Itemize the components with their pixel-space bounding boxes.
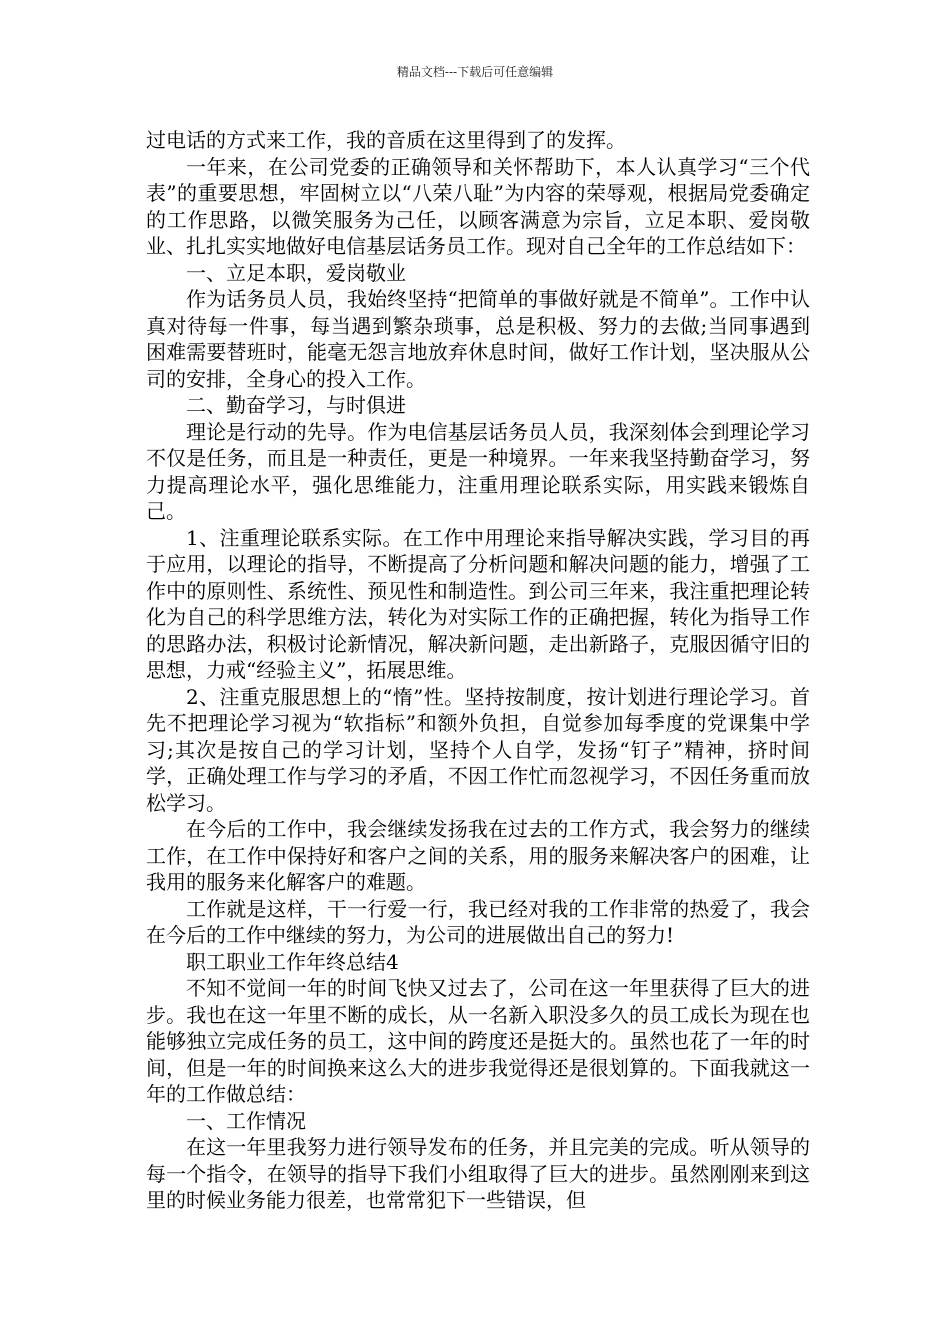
document-title: 职工职业工作年终总结4 xyxy=(186,949,399,974)
paragraph: 在今后的工作中，我会继续发扬我在过去的工作方式，我会努力的继续工作，在工作中保持好和客户之间的关系，用的服务来解决客户的困难，让我用的服务来化解客户的难题。 xyxy=(146,817,810,894)
paragraph: 一年来，在公司党委的正确领导和关怀帮助下，本人认真学习“三个代表”的重要思想，牢固树立以“八荣八耻”为内容的荣辱观，根据局党委确定的工作思路，以微笑服务为己任，以顾客满意为宗旨，立足本职、爱岗敬业、扎扎实实地做好电信基层话务员工作。现对自己全年的工作总结如下： xyxy=(146,154,810,258)
paragraph: 不知不觉间一年的时间飞快又过去了，公司在这一年里获得了巨大的进步。我也在这一年里不断的成长，从一名新入职没多久的员工成长为现在也能够独立完成任务的员工，这中间的跨度还是挺大的。虽然也花了一年的时间，但是一年的时间换来这么大的进步我觉得还是很划算的。下面我就这一年的工作做总结： xyxy=(146,976,810,1106)
paragraph: 1、注重理论联系实际。在工作中用理论来指导解决实践，学习目的再于应用，以理论的指导，不断提高了分析问题和解决问题的能力，增强了工作中的原则性、系统性、预见性和制造性。到公司三年来，我注重把理论转化为自己的科学思维方法，转化为对实际工作的正确把握，转化为指导工作的思路办法，积极讨论新情况，解决新问题，走出新路子，克服因循守旧的思想，力戒“经验主义”，拓展思维。 xyxy=(146,525,810,682)
paragraph: 工作就是这样，干一行爱一行，我已经对我的工作非常的热爱了，我会在今后的工作中继续的努力，为公司的进展做出自己的努力! xyxy=(146,896,810,947)
document-body xyxy=(146,127,810,1214)
paragraph: 理论是行动的先导。作为电信基层话务员人员，我深刻体会到理论学习不仅是任务，而且是一种责任，更是一种境界。一年来我坚持勤奋学习，努力提高理论水平，强化思维能力，注重用理论联系实际，用实践来锻炼自己。 xyxy=(146,419,810,523)
paragraph: 作为话务员人员，我始终坚持“把简单的事做好就是不简单”。工作中认真对待每一件事，每当遇到繁杂琐事，总是积极、努力的去做;当同事遇到困难需要替班时，能毫无怨言地放弃休息时间，做好工作计划，坚决服从公司的安排，全身心的投入工作。 xyxy=(146,287,810,391)
page-header: 精品文档---下载后可任意编辑 xyxy=(396,65,554,79)
paragraph: 在这一年里我努力进行领导发布的任务，并且完美的完成。听从领导的每一个指令，在领导的指导下我们小组取得了巨大的进步。虽然刚刚来到这里的时候业务能力很差，也常常犯下一些错误，但 xyxy=(146,1135,810,1212)
section-heading: 一、立足本职，爱岗敬业 xyxy=(186,260,406,285)
paragraph: 过电话的方式来工作，我的音质在这里得到了的发挥。 xyxy=(146,128,626,152)
section-heading: 二、勤奋学习，与时俱进 xyxy=(186,393,406,417)
section-heading: 一、工作情况 xyxy=(186,1108,306,1133)
paragraph: 2、注重克服思想上的“惰”性。坚持按制度，按计划进行理论学习。首先不把理论学习视为“软指标”和额外负担，自觉参加每季度的党课集中学习;其次是按自己的学习计划，坚持个人自学，发扬“钉子”精神，挤时间学，正确处理工作与学习的矛盾，不因工作忙而忽视学习，不因任务重而放松学习。 xyxy=(146,684,810,815)
